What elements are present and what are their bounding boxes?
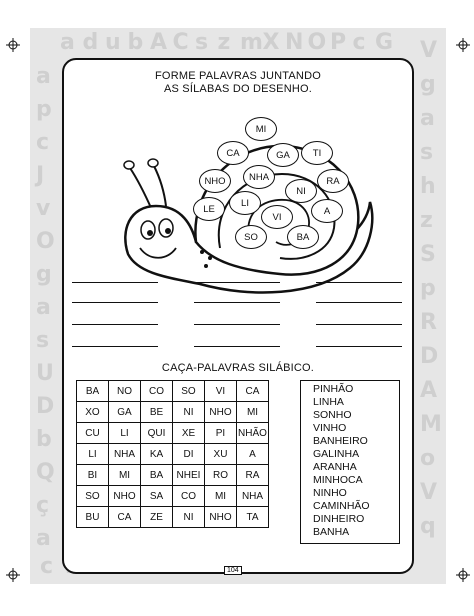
border-letter: U [36,361,54,386]
grid-cell[interactable]: BI [77,465,109,486]
registration-mark-icon [456,38,470,52]
grid-cell[interactable]: NHO [205,507,237,528]
grid-cell[interactable]: GA [109,402,141,423]
border-letter: s [420,140,434,165]
border-letter: c [352,30,366,55]
syllable-bubble: LI [229,191,261,215]
grid-cell[interactable]: BA [77,381,109,402]
grid-row [77,423,269,444]
answer-line[interactable] [194,346,280,347]
answer-line[interactable] [316,324,402,325]
border-letter: a [36,295,51,320]
answer-line[interactable] [194,302,280,303]
worksheet-page [62,58,414,574]
border-letter: A [150,30,168,55]
word-list-item: BANHEIRO [313,435,368,447]
grid-cell[interactable]: ZE [141,507,173,528]
word-search-title: CAÇA-PALAVRAS SILÁBICO. [161,362,315,374]
grid-cell[interactable]: PI [205,423,237,444]
border-letter: X [262,30,280,55]
border-letter: N [285,30,304,55]
border-letter: J [36,163,45,188]
grid-cell[interactable]: NHO [205,402,237,423]
word-list-item: LINHA [313,396,344,408]
syllable-bubble: SO [235,225,267,249]
grid-cell[interactable]: NI [173,507,205,528]
border-letter: O [307,30,327,55]
border-letter: V [420,38,438,63]
border-letter: C [172,30,189,55]
grid-row [77,381,269,402]
grid-row [77,465,269,486]
answer-line[interactable] [316,302,402,303]
word-list-item: SONHO [313,409,352,421]
grid-cell[interactable]: QUI [141,423,173,444]
border-letter: q [420,514,436,539]
border-letter: a [36,526,51,551]
syllable-bubble: NI [285,179,317,203]
border-letter: d [82,30,99,55]
answer-line[interactable] [316,346,402,347]
border-letter: O [36,229,55,254]
word-list-item: BANHA [313,526,350,538]
page-number: 104 [224,566,242,575]
grid-cell[interactable]: CA [109,507,141,528]
word-search-grid [76,380,269,528]
border-letter: a [420,106,435,131]
border-letter: z [217,30,231,55]
border-letter: a [60,30,75,55]
instruction-line-1: FORME PALAVRAS JUNTANDO [155,70,321,82]
word-list-item: DINHEIRO [313,513,365,525]
grid-cell[interactable]: BU [77,507,109,528]
answer-line[interactable] [194,324,280,325]
border-letter: c [36,130,50,155]
border-letter: G [375,30,394,55]
grid-cell[interactable]: CO [173,486,205,507]
registration-mark-icon [6,568,20,582]
word-list-item: ARANHA [313,461,357,473]
grid-cell[interactable]: RO [205,465,237,486]
answer-line[interactable] [72,324,158,325]
answer-line[interactable] [72,302,158,303]
grid-cell[interactable]: NHO [109,486,141,507]
border-letter: P [330,30,347,55]
registration-mark-icon [456,568,470,582]
border-letter: b [127,30,144,55]
border-letter: A [420,378,438,403]
grid-cell[interactable]: CO [141,381,173,402]
grid-cell[interactable]: XO [77,402,109,423]
syllable-bubble: RA [317,169,349,193]
border-letter: s [36,328,50,353]
grid-cell[interactable]: NHEI [173,465,205,486]
grid-row [77,507,269,528]
border-letter: ç [36,493,50,518]
syllable-bubble: A [311,199,343,223]
syllable-bubble: GA [267,143,299,167]
syllable-bubble: VI [261,205,293,229]
border-letter: z [420,208,433,233]
grid-cell[interactable]: LI [77,444,109,465]
word-list-item: GALINHA [313,448,360,460]
border-letter: D [420,344,439,369]
grid-cell[interactable]: TA [237,507,269,528]
syllable-bubble: BA [287,225,319,249]
grid-cell[interactable]: XU [205,444,237,465]
grid-cell[interactable]: RA [237,465,269,486]
word-list-item: NINHO [313,487,347,499]
border-letter: g [420,72,436,97]
border-letter: p [420,276,436,301]
grid-cell[interactable]: NI [173,402,205,423]
grid-cell[interactable]: XE [173,423,205,444]
answer-line[interactable] [72,346,158,347]
grid-cell[interactable]: VI [205,381,237,402]
border-letter: D [36,394,55,419]
border-letter: g [36,262,52,287]
grid-row [77,444,269,465]
border-letter: c [40,554,54,579]
grid-cell[interactable]: NHA [237,486,269,507]
word-list-item: PINHÃO [313,383,354,395]
grid-cell[interactable]: LI [109,423,141,444]
border-letter: h [420,174,436,199]
grid-cell[interactable]: DI [173,444,205,465]
grid-cell[interactable]: KA [141,444,173,465]
border-letter: u [105,30,121,55]
grid-cell[interactable]: SO [77,486,109,507]
grid-cell[interactable]: BA [141,465,173,486]
grid-cell[interactable]: SA [141,486,173,507]
border-letter: b [36,427,52,452]
syllable-bubble: CA [217,141,249,165]
grid-cell[interactable]: MI [205,486,237,507]
border-letter: s [195,30,209,55]
border-letter: v [36,196,51,221]
word-list-box [300,380,400,544]
answer-line[interactable] [194,282,280,283]
grid-cell[interactable]: BE [141,402,173,423]
grid-row [77,402,269,423]
syllable-bubble: MI [245,117,277,141]
border-letter: m [240,30,263,55]
syllable-bubble: LE [193,197,225,221]
border-letter: p [36,97,52,122]
answer-line[interactable] [316,282,402,283]
border-letter: M [420,412,442,437]
grid-cell[interactable]: NO [109,381,141,402]
answer-line[interactable] [72,282,158,283]
border-letter: o [420,446,436,471]
grid-cell[interactable]: CU [77,423,109,444]
instruction-line-2: AS SÍLABAS DO DESENHO. [163,83,313,95]
grid-cell[interactable]: MI [109,465,141,486]
grid-cell[interactable]: CA [237,381,269,402]
word-list-item: VINHO [313,422,347,434]
word-list-item: MINHOCA [313,474,363,486]
syllable-bubble: NHO [199,169,231,193]
grid-cell[interactable]: A [237,444,269,465]
syllable-bubble: NHA [243,165,275,189]
grid-cell[interactable]: NHÃO [237,423,269,444]
registration-mark-icon [6,38,20,52]
border-letter: V [420,480,438,505]
border-letter: S [420,242,436,267]
grid-cell[interactable]: SO [173,381,205,402]
word-list-item: CAMINHÃO [313,500,370,512]
border-letter: Q [36,460,55,485]
grid-cell[interactable]: NHA [109,444,141,465]
grid-cell[interactable]: MI [237,402,269,423]
syllable-bubble: TI [301,141,333,165]
border-letter: a [36,64,51,89]
border-letter: R [420,310,437,335]
grid-row [77,486,269,507]
